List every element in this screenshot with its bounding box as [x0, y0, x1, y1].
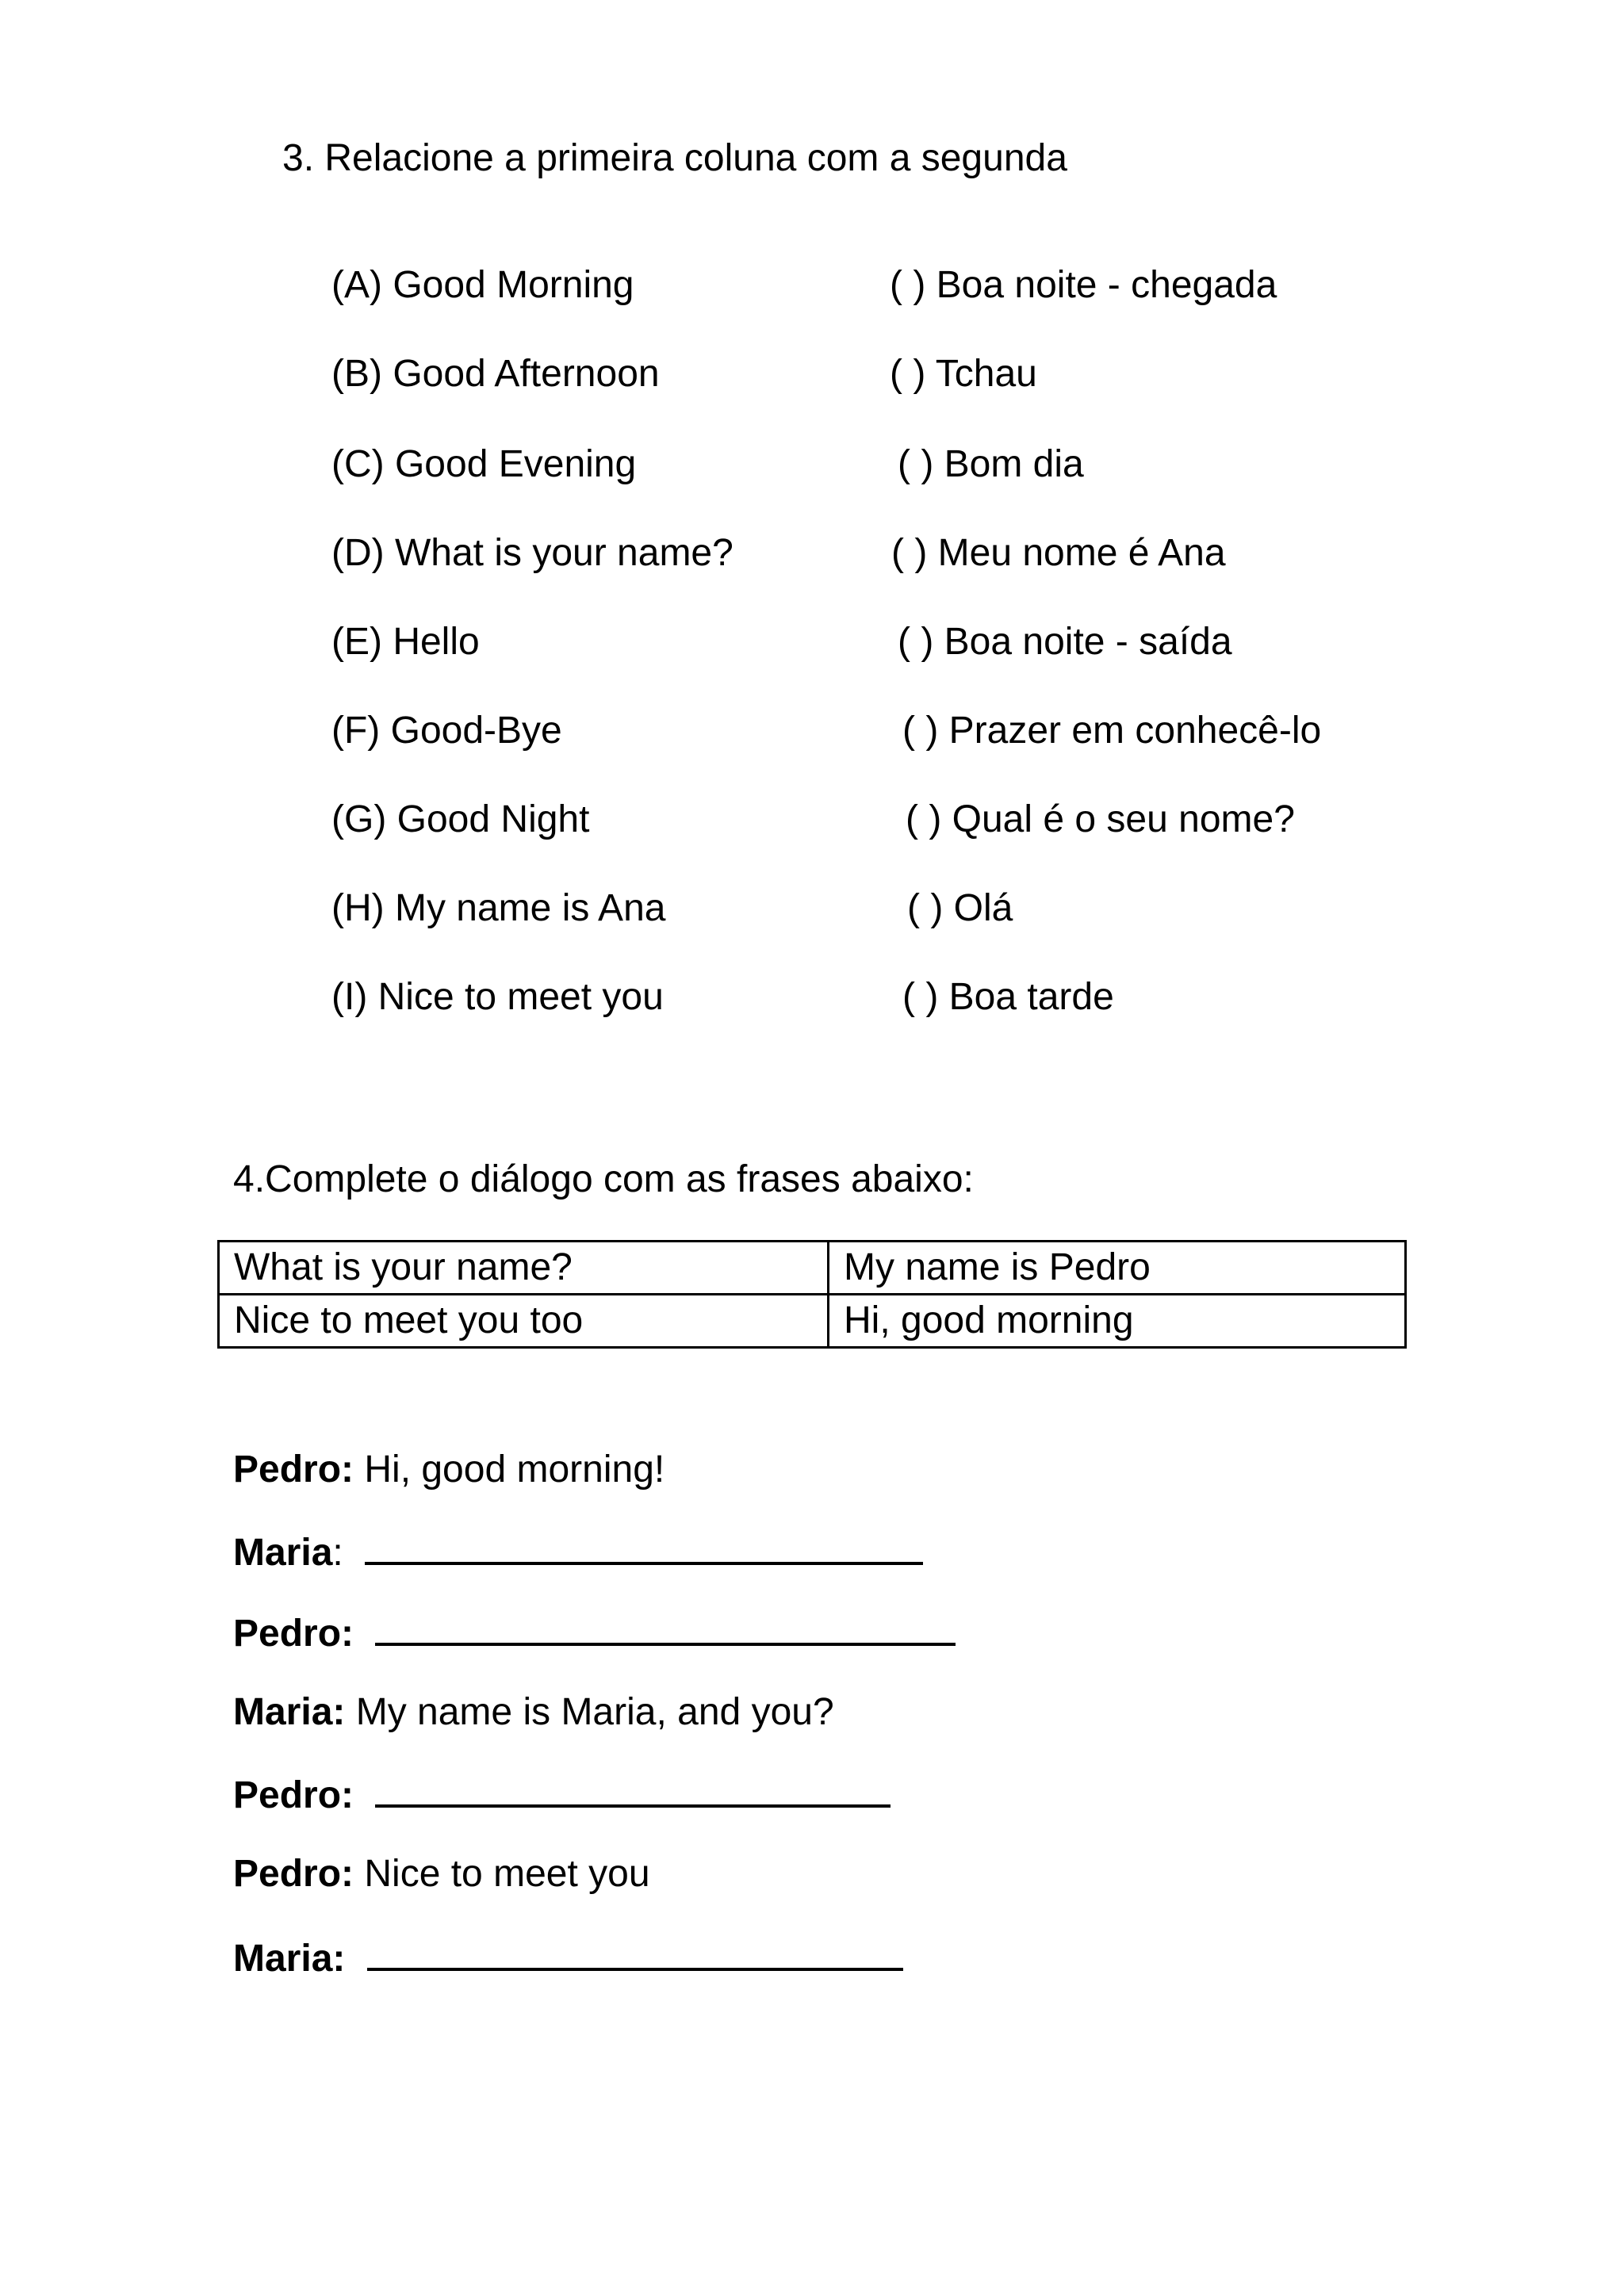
exercise-3-title: 3. Relacione a primeira coluna com a segunda [282, 137, 1067, 179]
match-right-item: ( ) Olá [907, 887, 1013, 929]
exercise-4-title: 4.Complete o diálogo com as frases abaixo: [233, 1158, 974, 1200]
table-cell: Hi, good morning [829, 1295, 1406, 1348]
dialog-speaker: Maria: [233, 1938, 346, 1980]
dialog-text: My name is Maria, and you? [355, 1691, 834, 1733]
answer-blank[interactable] [367, 1933, 903, 1971]
dialog-speaker: Maria [233, 1532, 333, 1574]
match-right-item: ( ) Tchau [890, 353, 1037, 395]
dialog-text: Nice to meet you [364, 1853, 650, 1895]
dialog-speaker: Pedro: [233, 1613, 354, 1655]
dialog-text: Hi, good morning! [364, 1448, 665, 1490]
match-left-item: (G) Good Night [331, 798, 590, 840]
answer-blank[interactable] [365, 1527, 923, 1565]
match-left-item: (I) Nice to meet you [331, 976, 664, 1018]
match-left-item: (A) Good Morning [331, 264, 634, 306]
table-cell: My name is Pedro [829, 1242, 1406, 1295]
dialog-line [233, 1689, 834, 1736]
match-left-item: (H) My name is Ana [331, 887, 666, 929]
match-left-item: (E) Hello [331, 621, 480, 663]
dialog-speaker: Pedro: [233, 1853, 354, 1895]
dialog-line [233, 1608, 956, 1658]
dialog-speaker: Pedro: [233, 1448, 354, 1490]
match-right-item: ( ) Boa tarde [902, 976, 1114, 1018]
match-left-item: (F) Good-Bye [331, 710, 562, 752]
dialog-line [233, 1933, 903, 1983]
match-left-item: (C) Good Evening [331, 443, 637, 485]
dialog-speaker: Pedro: [233, 1774, 354, 1816]
table-row [219, 1295, 1406, 1348]
answer-blank[interactable] [375, 1608, 956, 1646]
table-cell: What is your name? [219, 1242, 829, 1295]
answer-blank[interactable] [375, 1770, 891, 1808]
match-right-item: ( ) Qual é o seu nome? [906, 798, 1295, 840]
dialog-line [233, 1446, 665, 1494]
dialog-speaker: Maria: [233, 1691, 346, 1733]
match-right-item: ( ) Meu nome é Ana [891, 532, 1226, 574]
dialog-line [233, 1770, 891, 1820]
match-left-item: (D) What is your name? [331, 532, 733, 574]
match-right-item: ( ) Bom dia [898, 443, 1084, 485]
table-cell: Nice to meet you too [219, 1295, 829, 1348]
dialog-line [233, 1850, 650, 1898]
phrase-bank-table [217, 1240, 1407, 1349]
match-left-item: (B) Good Afternoon [331, 353, 660, 395]
dialog-speaker-colon: : [332, 1532, 343, 1574]
match-right-item: ( ) Boa noite - chegada [890, 264, 1277, 306]
dialog-line [233, 1527, 923, 1577]
match-right-item: ( ) Boa noite - saída [898, 621, 1232, 663]
table-row [219, 1242, 1406, 1295]
match-right-item: ( ) Prazer em conhecê-lo [902, 710, 1322, 752]
